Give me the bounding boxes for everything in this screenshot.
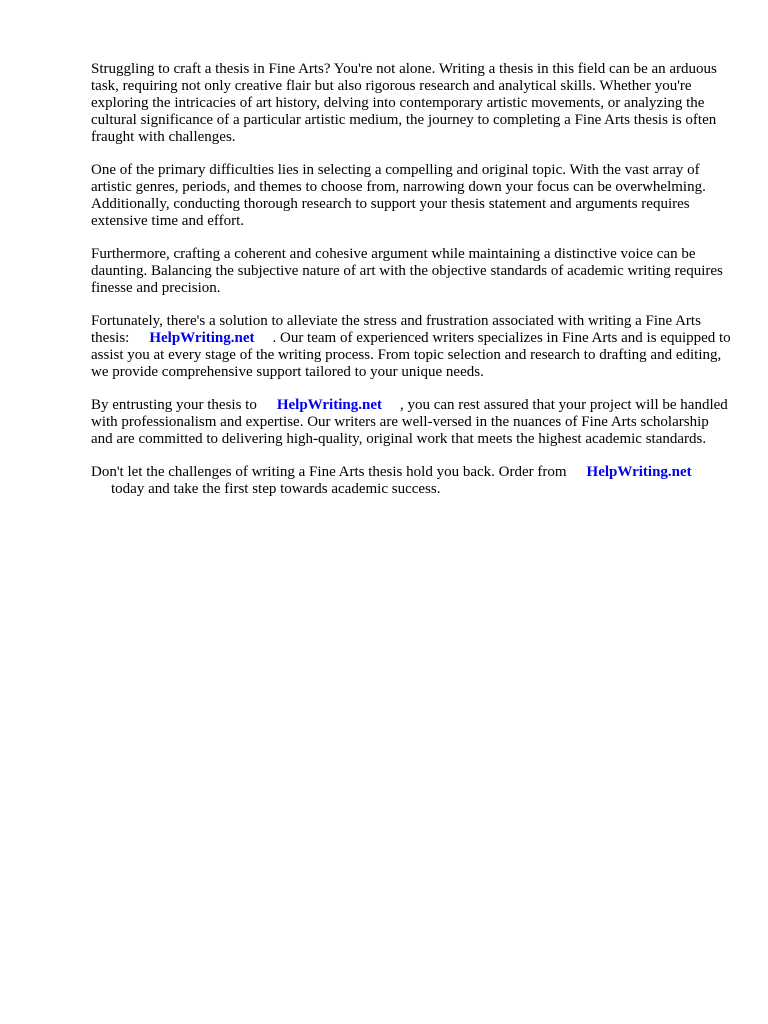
paragraph-solution <box>91 313 731 381</box>
paragraph-entrusting-text-after: , you can rest assured that your project will be handled with professionalism and expertise. Our writers are well-versed in the nuances of Fine Arts scholarship and are committed to delivering high-quality, original work that meets the highest academic standards. <box>91 397 728 447</box>
helpwriting-link-2[interactable]: HelpWriting.net <box>276 397 382 413</box>
paragraph-argument: Furthermore, crafting a coherent and cohesive argument while maintaining a distinctive voice can be daunting. Balancing the subjective nature of art with the objective standards of academic writing requires finesse and precision. <box>91 246 723 296</box>
paragraph-cta-text-after: today and take the first step towards academic success. <box>111 481 441 497</box>
paragraph-topic-difficulty: One of the primary difficulties lies in selecting a compelling and original topic. With the vast array of artistic genres, periods, and themes to choose from, narrowing down your focus can be overwhelming. Additionally, conducting thorough research to support your thesis statement and arguments requires extensive time and effort. <box>91 162 706 229</box>
document-page <box>91 61 731 514</box>
paragraph-entrusting <box>91 397 731 448</box>
paragraph-solution-text-after: . Our team of experienced writers specializes in Fine Arts and is equipped to assist you at every stage of the writing process. From topic selection and research to drafting and editing, we provide comprehensive support tailored to your unique needs. <box>91 330 731 380</box>
helpwriting-link-3[interactable]: HelpWriting.net <box>586 464 692 480</box>
paragraph-intro: Struggling to craft a thesis in Fine Arts? You're not alone. Writing a thesis in this field can be an arduous task, requiring not only creative flair but also rigorous research and analytical skills. Whether you're exploring the intricacies of art history, delving into contemporary artistic movements, or analyzing the cultural significance of a particular artistic medium, the journey to completing a Fine Arts thesis is often fraught with challenges. <box>91 61 717 145</box>
paragraph-call-to-action <box>91 464 731 498</box>
paragraph-solution-text-before: Fortunately, there's a solution to alleviate the stress and frustration associated with writing a Fine Arts thesis: <box>91 313 701 346</box>
helpwriting-link-1[interactable]: HelpWriting.net <box>149 330 255 346</box>
paragraph-entrusting-text-before: By entrusting your thesis to <box>91 397 257 413</box>
paragraph-cta-text-before: Don't let the challenges of writing a Fine Arts thesis hold you back. Order from <box>91 464 567 480</box>
